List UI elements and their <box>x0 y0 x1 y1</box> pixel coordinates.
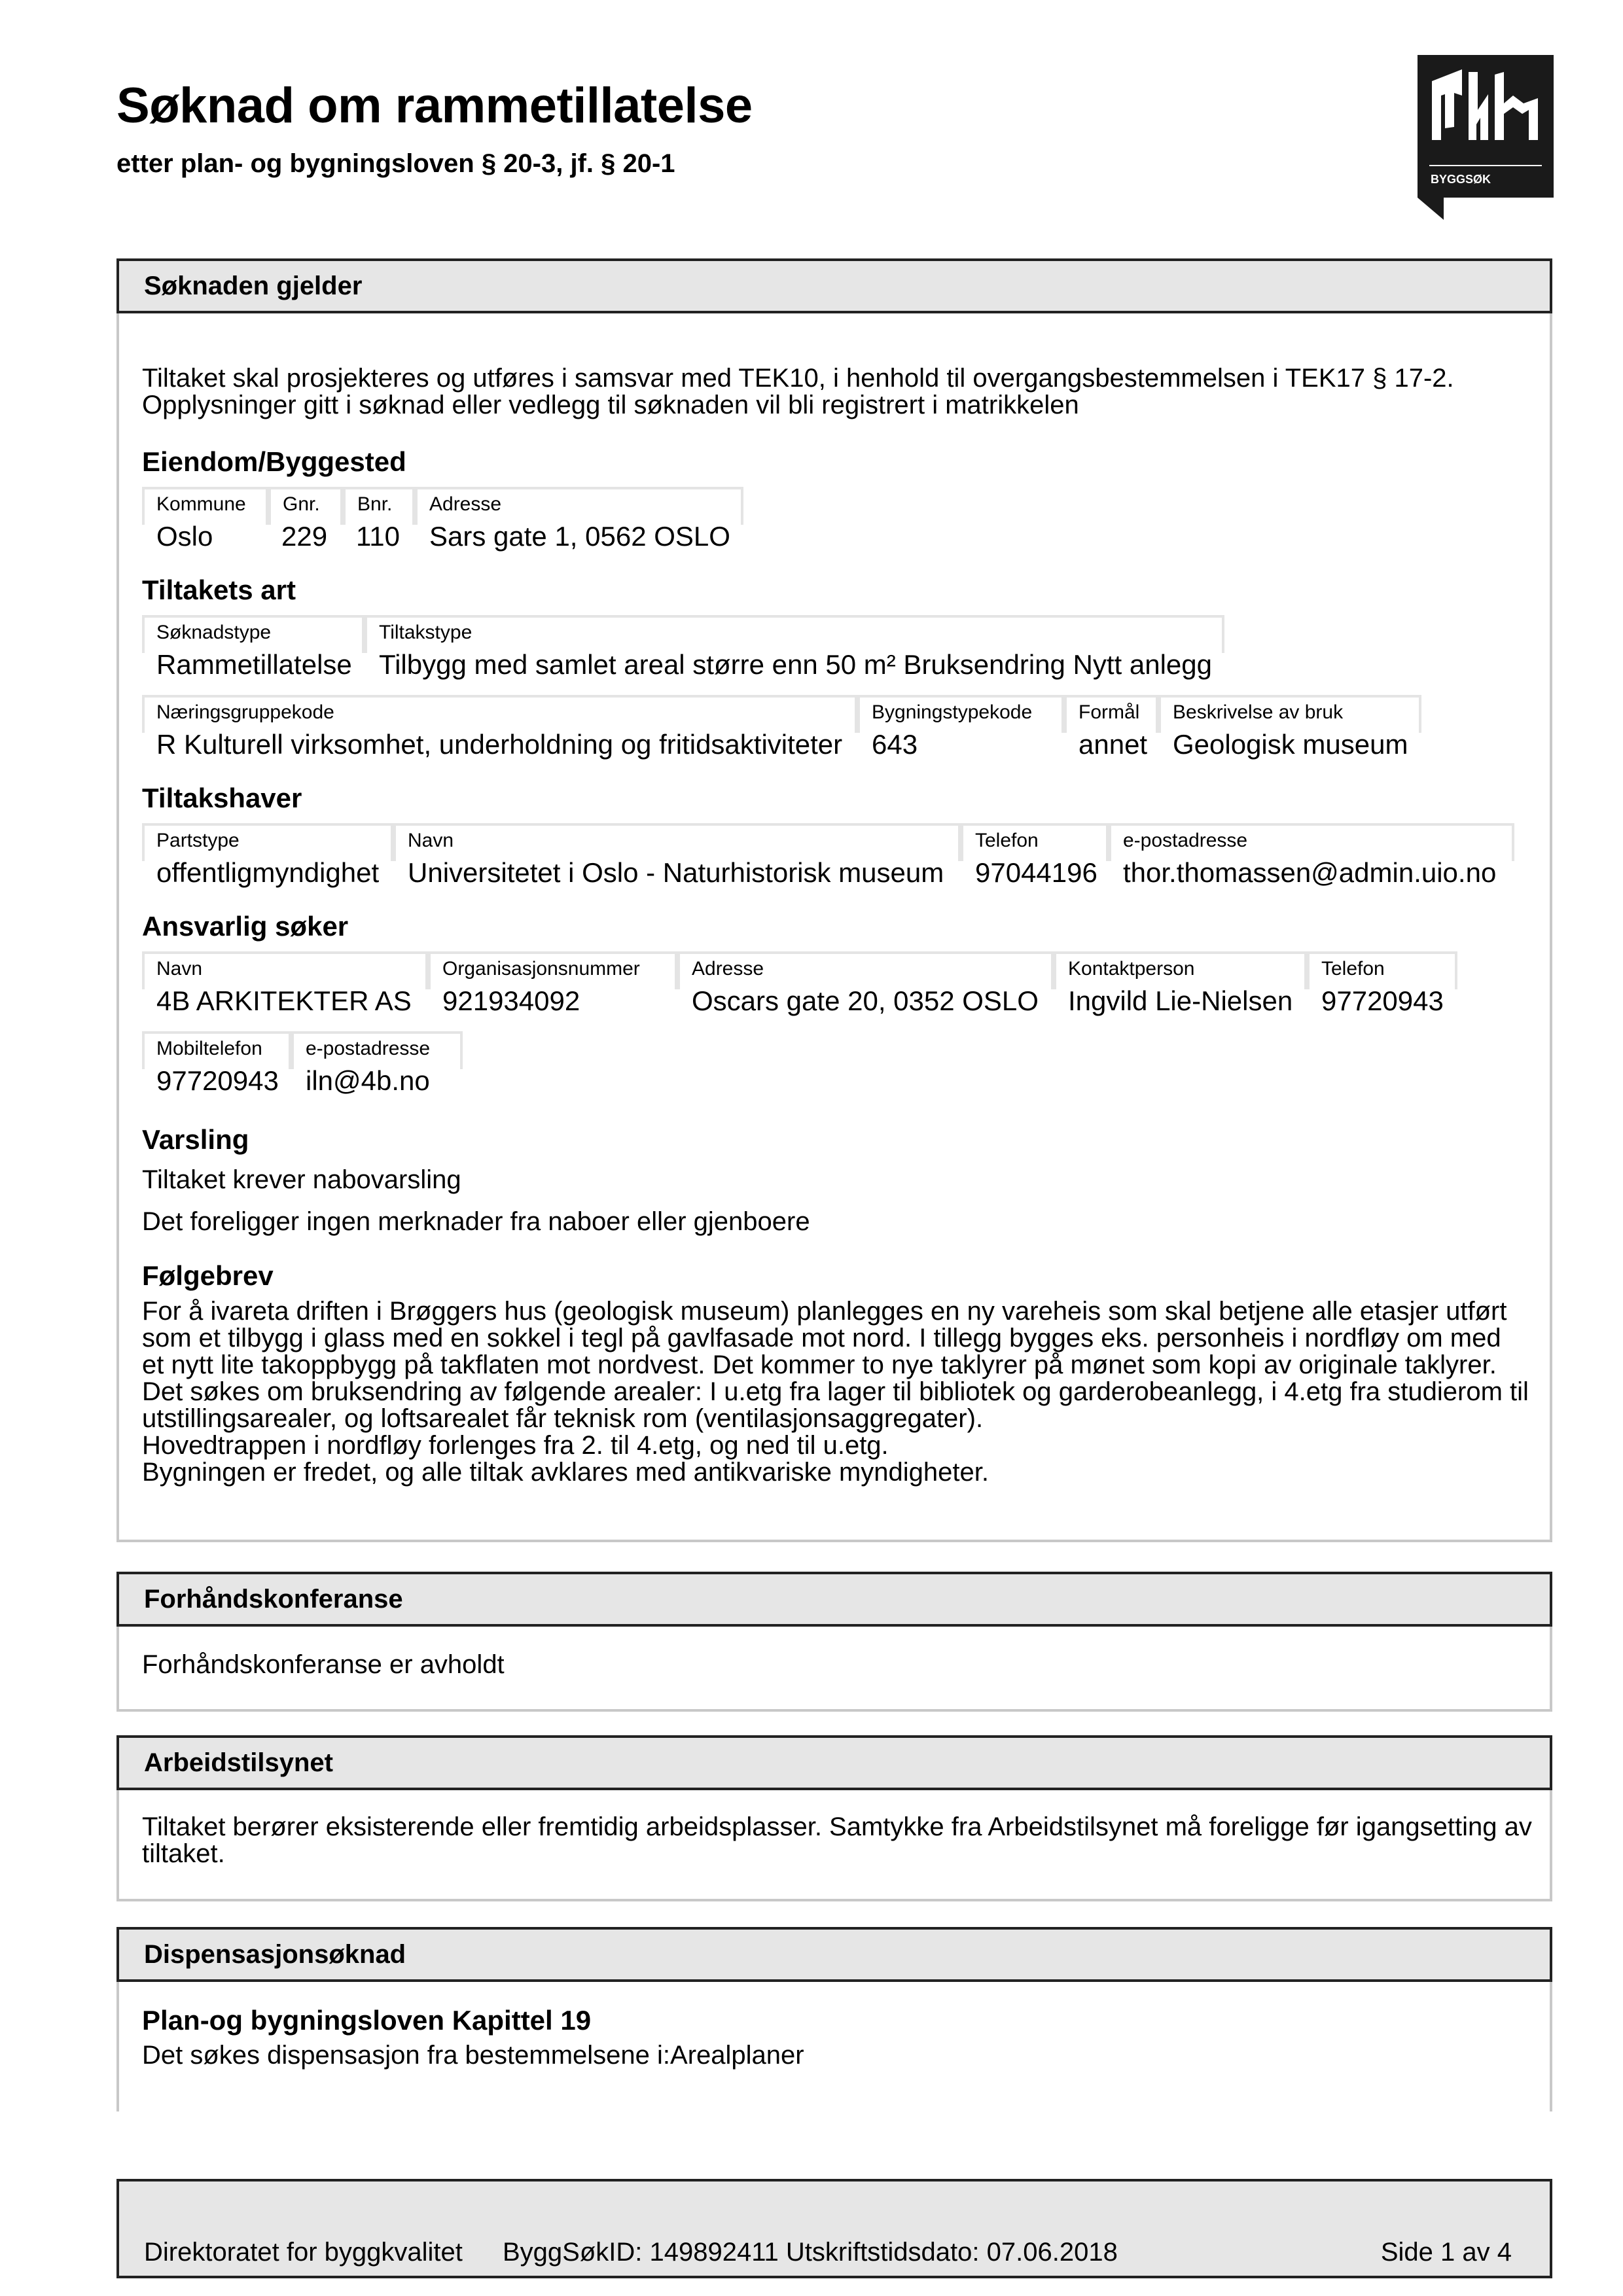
field-ansvarlig-epost <box>291 1031 463 1069</box>
label-kontakt: Kontaktperson <box>1068 958 1195 980</box>
value-bruk: Geologisk museum <box>1173 729 1408 760</box>
folgebrev-p4: Bygningen er fredet, og alle tiltak avklares med antikvariske myndigheter. <box>142 1458 990 1487</box>
byggsok-logo <box>1418 55 1554 220</box>
label-tiltakstype: Tiltakstype <box>379 622 473 643</box>
value-bnr: 110 <box>356 521 400 552</box>
section-header-dispensasjon <box>116 1927 1552 1982</box>
folgebrev-p2: Det søkes om bruksendring av følgende arealer: I u.etg fra lager til bibliotek og garderobeanlegg, i 4.etg fra studierom til utstillingsarealer, og loftsarealet får teknisk rom (ventilasjonsaggregater). <box>142 1377 1529 1433</box>
dispensasjon-text: Det søkes dispensasjon fra bestemmelsene i:Arealplaner <box>142 2041 804 2070</box>
value-tiltakshaver-epost: thor.thomassen@admin.uio.no <box>1123 857 1497 888</box>
tiltakshaver-title: Tiltakshaver <box>142 783 302 813</box>
label-adresse: Adresse <box>429 493 502 515</box>
field-tiltakshaver-epost <box>1109 823 1514 861</box>
value-ansvarlig-adresse: Oscars gate 20, 0352 OSLO <box>692 985 1039 1016</box>
field-bygningstype <box>857 695 1064 733</box>
section-title: Forhåndskonferanse <box>144 1585 403 1614</box>
footer-page: Side 1 av 4 <box>1380 2238 1512 2267</box>
folgebrev-p1: For å ivareta driften i Brøggers hus (geologisk museum) planlegges en ny vareheis som skal betjene alle etasjer utført som et tilbygg i glass med en sokkel i tegl på gavlfasade mot nord. I tillegg bygges eks. personheis i nordfløy om med et nytt lite takoppbygg på takflaten mot nordvest. Det kommer to nye taklyrer på mønet som kopi av originale taklyrer. <box>142 1297 1507 1379</box>
field-mobil <box>142 1031 291 1069</box>
value-tiltakshaver-navn: Universitetet i Oslo - Naturhistorisk museum <box>408 857 944 888</box>
field-ansvarlig-adresse <box>677 951 1054 989</box>
field-ansvarlig-telefon <box>1307 951 1457 989</box>
value-bygningstype: 643 <box>872 729 918 760</box>
field-kommune <box>142 487 268 525</box>
field-partstype <box>142 823 393 861</box>
value-tiltakstype: Tilbygg med samlet areal større enn 50 m² Bruksendring Nytt anlegg <box>379 649 1213 680</box>
value-kontakt: Ingvild Lie-Nielsen <box>1068 985 1293 1016</box>
label-telefon: Telefon <box>975 830 1039 851</box>
field-gnr <box>268 487 343 525</box>
value-soknadstype: Rammetillatelse <box>156 649 352 680</box>
value-adresse: Sars gate 1, 0562 OSLO <box>429 521 730 552</box>
label-soknadstype: Søknadstype <box>156 622 272 643</box>
arbeid-text: Tiltaket berører eksisterende eller fremtidig arbeidsplasser. Samtykke fra Arbeidstilsynet må foreligge før igangsetting av tiltaket. <box>142 1812 1532 1868</box>
section-header-forhand <box>116 1572 1552 1627</box>
label-bygningstype: Bygningstypekode <box>872 701 1033 723</box>
label-partstype: Partstype <box>156 830 240 851</box>
dispensasjon-subtitle: Plan-og bygningsloven Kapittel 19 <box>142 2005 592 2036</box>
field-bruk <box>1158 695 1421 733</box>
field-org <box>428 951 677 989</box>
label-org: Organisasjonsnummer <box>442 958 640 980</box>
label-epost: e-postadresse <box>306 1038 431 1059</box>
label-adresse: Adresse <box>692 958 764 980</box>
section-header-soknaden <box>116 258 1552 313</box>
label-navn: Navn <box>156 958 203 980</box>
label-gnr: Gnr. <box>283 493 320 515</box>
section-title: Søknaden gjelder <box>144 272 363 300</box>
section-title: Dispensasjonsøknad <box>144 1940 406 1969</box>
page-footer <box>116 2179 1552 2278</box>
field-tiltakstype <box>365 615 1224 653</box>
label-epost: e-postadresse <box>1123 830 1248 851</box>
field-tiltakshaver-navn <box>393 823 961 861</box>
label-bnr: Bnr. <box>357 493 393 515</box>
field-adresse <box>415 487 743 525</box>
art-title: Tiltakets art <box>142 574 296 605</box>
value-ansvarlig-navn: 4B ARKITEKTER AS <box>156 985 412 1016</box>
field-bnr <box>343 487 415 525</box>
value-tiltakshaver-telefon: 97044196 <box>975 857 1097 888</box>
forhand-text: Forhåndskonferanse er avholdt <box>142 1650 505 1679</box>
folgebrev-text <box>142 1298 1529 1486</box>
value-naering: R Kulturell virksomhet, underholdning og fritidsaktiviteter <box>156 729 843 760</box>
label-naering: Næringsgruppekode <box>156 701 334 723</box>
varsling-line1: Tiltaket krever nabovarsling <box>142 1165 461 1194</box>
label-formal: Formål <box>1079 701 1140 723</box>
value-org: 921934092 <box>442 985 580 1016</box>
value-mobil: 97720943 <box>156 1065 279 1096</box>
folgebrev-title: Følgebrev <box>142 1260 274 1291</box>
page-subtitle: etter plan- og bygningsloven § 20-3, jf. § 20-1 <box>116 149 675 178</box>
value-ansvarlig-epost: iln@4b.no <box>306 1065 430 1096</box>
label-telefon: Telefon <box>1321 958 1385 980</box>
footer-id: ByggSøkID: 149892411 Utskriftstidsdato: 07.06.2018 <box>503 2238 1118 2267</box>
logo-text: BYGGSØK <box>1431 173 1491 186</box>
eiendom-title: Eiendom/Byggested <box>142 446 406 477</box>
label-kommune: Kommune <box>156 493 246 515</box>
ansvarlig-title: Ansvarlig søker <box>142 911 349 942</box>
field-ansvarlig-navn <box>142 951 428 989</box>
field-kontakt <box>1054 951 1307 989</box>
section-title: Arbeidstilsynet <box>144 1748 333 1777</box>
label-navn: Navn <box>408 830 454 851</box>
field-soknadstype <box>142 615 365 653</box>
varsling-title: Varsling <box>142 1124 249 1155</box>
footer-org: Direktoratet for byggkvalitet <box>144 2238 463 2267</box>
folgebrev-p3: Hovedtrappen i nordfløy forlenges fra 2. til 4.etg, og ned til u.etg. <box>142 1431 889 1460</box>
value-ansvarlig-telefon: 97720943 <box>1321 985 1444 1016</box>
value-gnr: 229 <box>281 521 328 552</box>
intro-text: Tiltaket skal prosjekteres og utføres i samsvar med TEK10, i henhold til overgangsbestemmelsen i TEK17 § 17-2. Opplysninger gitt i søknad eller vedlegg til søknaden vil bli registrert i matrikkelen <box>142 364 1454 419</box>
value-partstype: offentligmyndighet <box>156 857 380 888</box>
section-header-arbeid <box>116 1735 1552 1790</box>
label-bruk: Beskrivelse av bruk <box>1173 701 1344 723</box>
field-formal <box>1064 695 1158 733</box>
value-kommune: Oslo <box>156 521 213 552</box>
label-mobil: Mobiltelefon <box>156 1038 262 1059</box>
varsling-line2: Det foreligger ingen merknader fra naboer eller gjenboere <box>142 1207 810 1236</box>
field-tiltakshaver-telefon <box>961 823 1109 861</box>
page-title: Søknad om rammetillatelse <box>116 78 753 133</box>
field-naering <box>142 695 857 733</box>
value-formal: annet <box>1079 729 1148 760</box>
